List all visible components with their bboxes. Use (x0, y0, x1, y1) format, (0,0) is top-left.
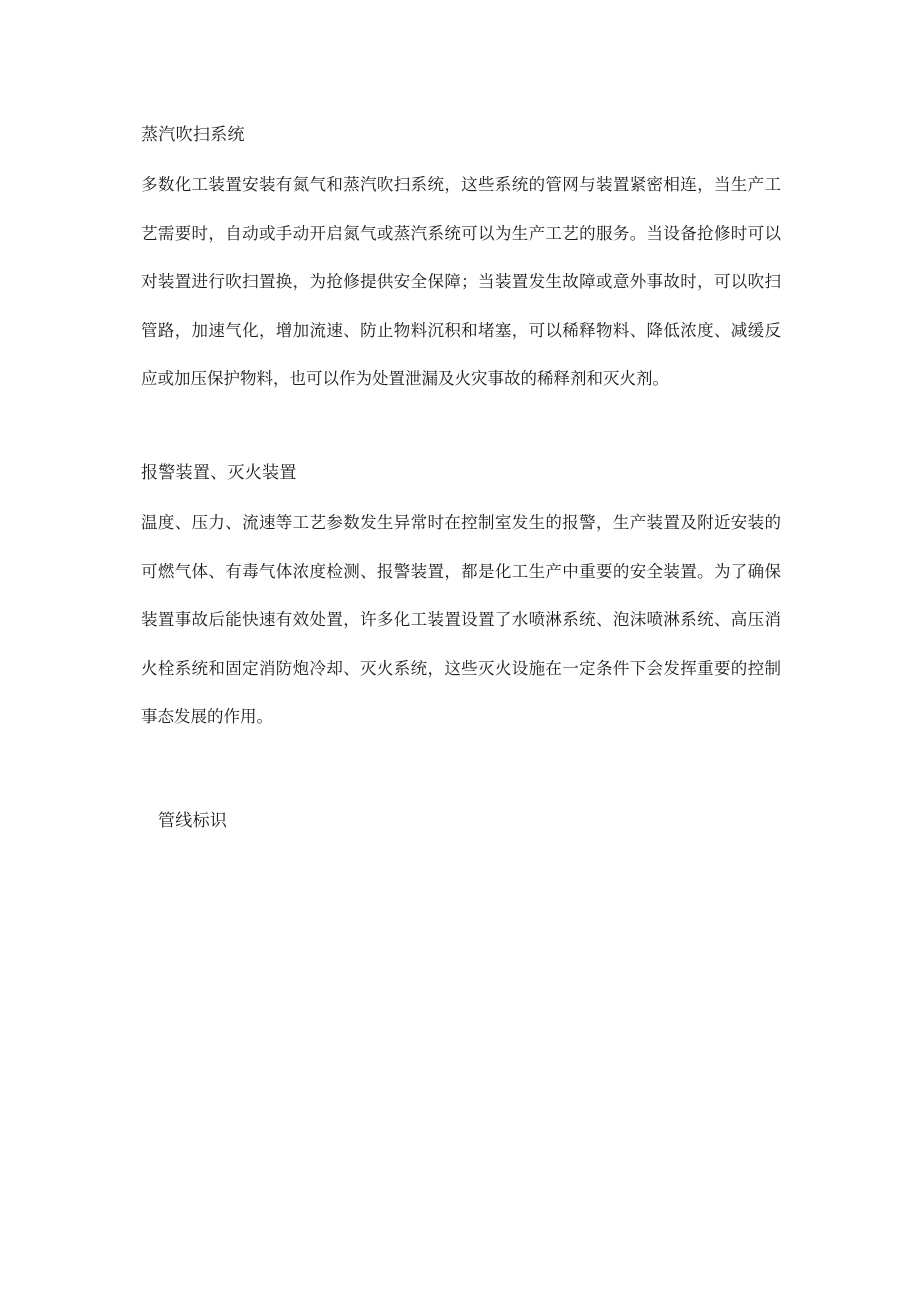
section-body-steam-purge: 多数化工装置安装有氮气和蒸汽吹扫系统，这些系统的管网与装置紧密相连，当生产工艺需要时，自动或手动开启氮气或蒸汽系统可以为生产工艺的服务。当设备抢修时可以对装置进行吹扫置换，为抢修提供安全保障；当装置发生故障或意外事故时，可以吹扫管路，加速气化，增加流速、防止物料沉积和堵塞，可以稀释物料、降低浓度、减缓反应或加压保护物料，也可以作为处置泄漏及火灾事故的稀释剂和灭火剂。 (141, 175, 781, 388)
section-heading-steam-purge: 蒸汽吹扫系统 (141, 125, 245, 145)
section-heading-alarm-fire: 报警装置、灭火装置 (141, 463, 297, 483)
section-heading-pipeline-marking: 管线标识 (158, 811, 228, 831)
section-body-alarm-fire: 温度、压力、流速等工艺参数发生异常时在控制室发生的报警，生产装置及附近安装的可燃气体、有毒气体浓度检测、报警装置，都是化工生产中重要的安全装置。为了确保装置事故后能快速有效处置，许多化工装置设置了水喷淋系统、泡沫喷淋系统、高压消火栓系统和固定消防炮冷却、灭火系统，这些灭火设施在一定条件下会发挥重要的控制事态发展的作用。 (141, 513, 781, 726)
